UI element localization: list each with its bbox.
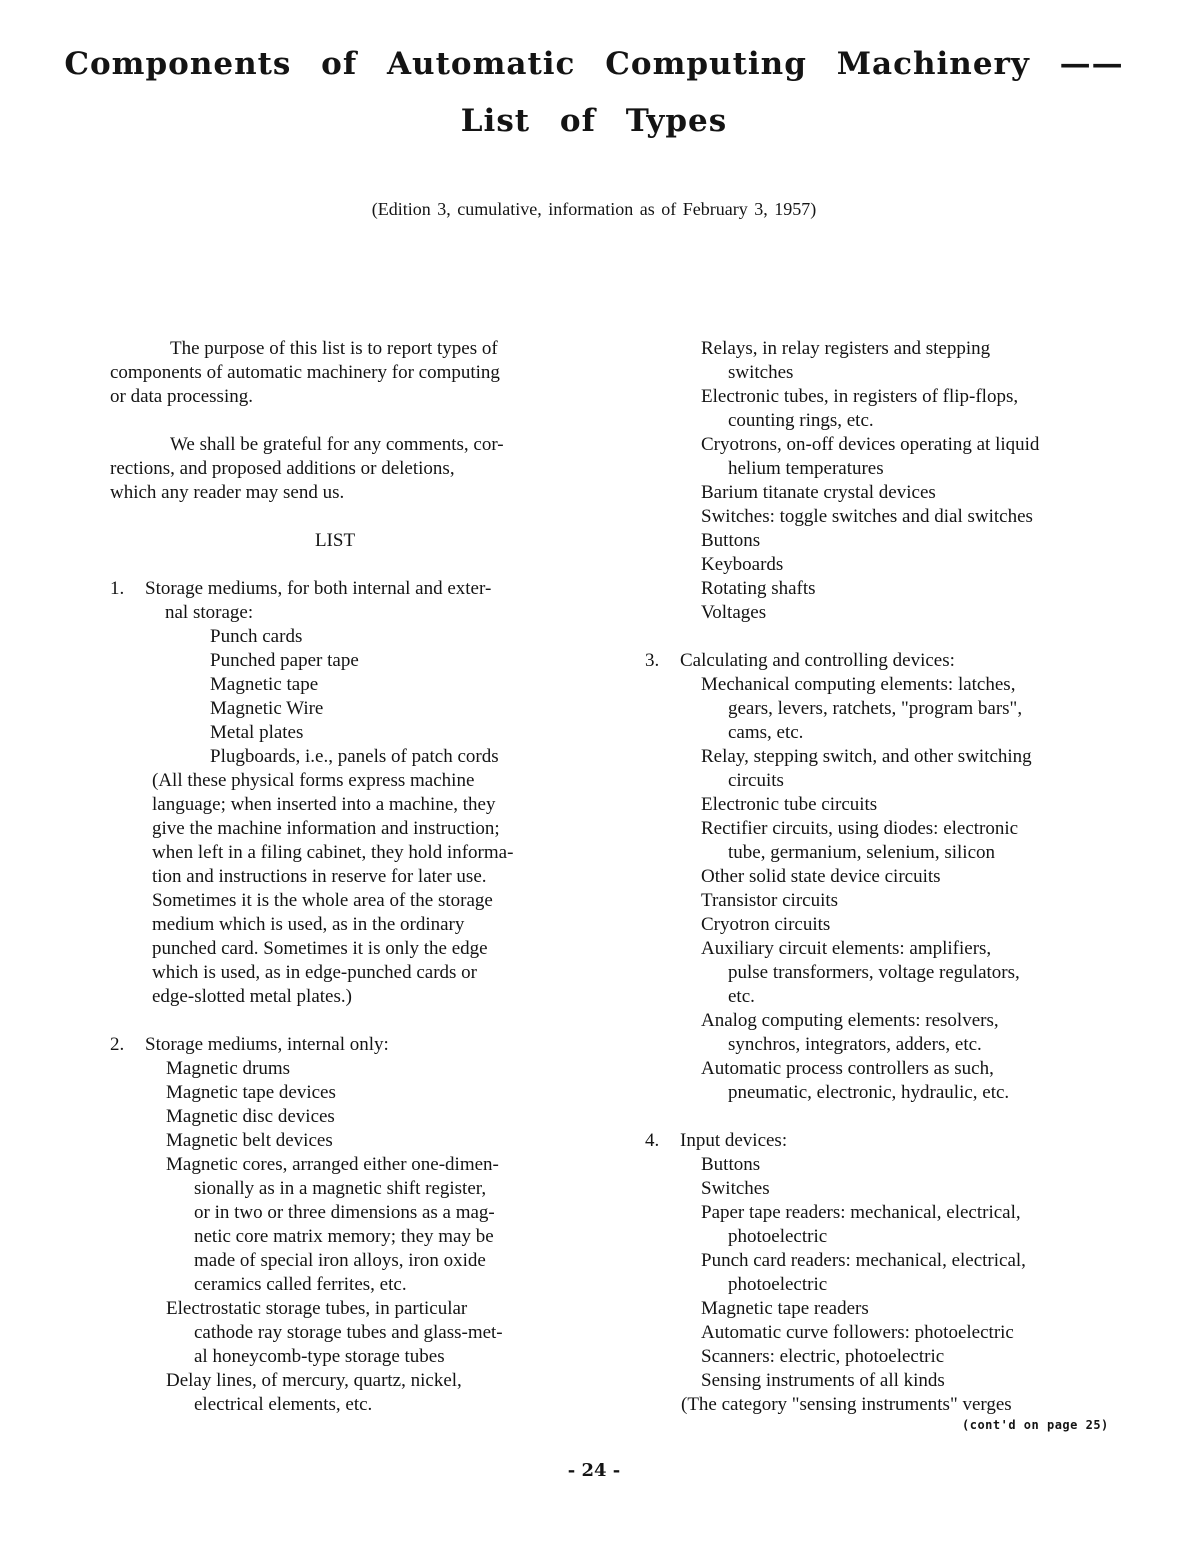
- section-3: [645, 649, 1150, 1105]
- section-heading: Storage mediums, for both internal and exter-: [145, 578, 492, 599]
- list-item-tubes: [110, 1297, 605, 1369]
- list-item: Automatic process controllers as such,: [701, 1058, 994, 1079]
- text-line: switches: [728, 362, 794, 383]
- list-item: Magnetic belt devices: [166, 1130, 333, 1151]
- text-line: components of automatic machinery for computing: [110, 362, 500, 383]
- list-item: Other solid state device circuits: [701, 866, 941, 887]
- left-column: [110, 337, 605, 1417]
- section-1-note: [110, 769, 605, 1009]
- text-line: Electrostatic storage tubes, in particular: [166, 1298, 468, 1319]
- text-line: pulse transformers, voltage regulators,: [728, 962, 1020, 983]
- section-1: [110, 577, 605, 1009]
- list-item: Buttons: [701, 1154, 761, 1175]
- continued-note: (cont'd on page 25): [962, 1418, 1109, 1432]
- list-item: Punch cards: [210, 626, 303, 647]
- right-column: [645, 337, 1150, 1417]
- text-line: counting rings, etc.: [728, 410, 874, 431]
- text-line: ceramics called ferrites, etc.: [194, 1274, 407, 1295]
- text-line: medium which is used, as in the ordinary: [152, 914, 465, 935]
- text-line: Delay lines, of mercury, quartz, nickel,: [166, 1370, 462, 1391]
- text-line: Magnetic cores, arranged either one-dimen-: [166, 1154, 499, 1175]
- text-line: netic core matrix memory; they may be: [194, 1226, 494, 1247]
- list-item: Auxiliary circuit elements: amplifiers,: [701, 938, 992, 959]
- text-line: pneumatic, electronic, hydraulic, etc.: [728, 1082, 1010, 1103]
- section-number: 1.: [110, 578, 125, 599]
- section-heading: Calculating and controlling devices:: [680, 650, 955, 671]
- page-number: - 24 -: [567, 1460, 621, 1481]
- text-line: language; when inserted into a machine, they: [152, 794, 496, 815]
- text-line: The purpose of this list is to report types of: [170, 338, 498, 359]
- list-item: Cryotron circuits: [701, 914, 831, 935]
- list-item: Magnetic tape: [210, 674, 319, 695]
- list-item: Switches: [701, 1178, 770, 1199]
- text-line: electrical elements, etc.: [194, 1394, 373, 1415]
- text-line: or data processing.: [110, 386, 253, 407]
- list-item: Electronic tube circuits: [701, 794, 878, 815]
- text-line: gears, levers, ratchets, "program bars",: [728, 698, 1023, 719]
- list-item: Cryotrons, on-off devices operating at liquid: [701, 434, 1040, 455]
- list-item: Magnetic Wire: [210, 698, 324, 719]
- text-line: Sometimes it is the whole area of the storage: [152, 890, 493, 911]
- list-item: Transistor circuits: [701, 890, 839, 911]
- list-item: Relays, in relay registers and stepping: [701, 338, 991, 359]
- text-line: etc.: [728, 986, 755, 1007]
- list-item-cores: [110, 1153, 605, 1297]
- list-item: Magnetic disc devices: [166, 1106, 335, 1127]
- section-4: [645, 1129, 1150, 1417]
- list-item: Punched paper tape: [210, 650, 359, 671]
- list-item: Keyboards: [701, 554, 784, 575]
- text-line: give the machine information and instruction;: [152, 818, 500, 839]
- list-item: Rectifier circuits, using diodes: electronic: [701, 818, 1019, 839]
- list-item: Barium titanate crystal devices: [701, 482, 936, 503]
- text-line: synchros, integrators, adders, etc.: [728, 1034, 982, 1055]
- text-line: made of special iron alloys, iron oxide: [194, 1250, 486, 1271]
- list-item: Analog computing elements: resolvers,: [701, 1010, 999, 1031]
- text-line: cams, etc.: [728, 722, 804, 743]
- text-line: which is used, as in edge-punched cards or: [152, 962, 478, 983]
- request-paragraph: [110, 433, 605, 505]
- text-line: which any reader may send us.: [110, 482, 345, 503]
- list-item: Scanners: electric, photoelectric: [701, 1346, 945, 1367]
- section-heading: Storage mediums, internal only:: [145, 1034, 389, 1055]
- section-heading-cont: nal storage:: [165, 602, 254, 623]
- section-2-continued: [645, 337, 1150, 625]
- text-line: We shall be grateful for any comments, cor-: [170, 434, 504, 455]
- text-line: rections, and proposed additions or deletions,: [110, 458, 455, 479]
- page-subtitle: List of Types: [460, 103, 728, 139]
- list-item-delay-lines: [110, 1369, 605, 1417]
- section-heading: Input devices:: [680, 1130, 788, 1151]
- list-item: Electronic tubes, in registers of flip-flops,: [701, 386, 1019, 407]
- list-item: Buttons: [701, 530, 761, 551]
- list-item: Mechanical computing elements: latches,: [701, 674, 1016, 695]
- text-line: edge-slotted metal plates.): [152, 986, 352, 1007]
- text-line: or in two or three dimensions as a mag-: [194, 1202, 495, 1223]
- text-line: when left in a filing cabinet, they hold informa-: [152, 842, 514, 863]
- list-item: Plugboards, i.e., panels of patch cords: [210, 746, 499, 767]
- list-item: Magnetic tape devices: [166, 1082, 336, 1103]
- list-item: Metal plates: [210, 722, 304, 743]
- text-line: photoelectric: [728, 1226, 828, 1247]
- section-2: [110, 1033, 605, 1417]
- section-number: 3.: [645, 650, 660, 671]
- intro-paragraph: [110, 337, 605, 409]
- text-line: photoelectric: [728, 1274, 828, 1295]
- text-line: circuits: [728, 770, 784, 791]
- list-item: Switches: toggle switches and dial switches: [701, 506, 1033, 527]
- list-item: Punch card readers: mechanical, electrical,: [701, 1250, 1026, 1271]
- list-item: Rotating shafts: [701, 578, 816, 599]
- text-line: tube, germanium, selenium, silicon: [728, 842, 996, 863]
- section-number: 2.: [110, 1034, 125, 1055]
- text-line: sionally as in a magnetic shift register,: [194, 1178, 487, 1199]
- text-line: tion and instructions in reserve for later use.: [152, 866, 487, 887]
- section-number: 4.: [645, 1130, 660, 1151]
- text-line: (All these physical forms express machine: [152, 770, 475, 791]
- text-line: punched card. Sometimes it is only the edge: [152, 938, 488, 959]
- list-item: Paper tape readers: mechanical, electrical,: [701, 1202, 1021, 1223]
- text-line: al honeycomb-type storage tubes: [194, 1346, 445, 1367]
- text-line: helium temperatures: [728, 458, 884, 479]
- list-heading: LIST: [314, 530, 356, 551]
- list-item: Automatic curve followers: photoelectric: [701, 1322, 1014, 1343]
- edition-note: (Edition 3, cumulative, information as of February 3, 1957): [371, 199, 817, 219]
- list-item: Relay, stepping switch, and other switching: [701, 746, 1032, 767]
- list-item: Voltages: [701, 602, 767, 623]
- page-title: Components of Automatic Computing Machinery ——: [64, 46, 1124, 82]
- list-item: Magnetic tape readers: [701, 1298, 869, 1319]
- list-item: Sensing instruments of all kinds: [701, 1370, 945, 1391]
- text-line: cathode ray storage tubes and glass-met-: [194, 1322, 503, 1343]
- section-4-note: (The category "sensing instruments" verges: [681, 1394, 1012, 1415]
- list-item: Magnetic drums: [166, 1058, 291, 1079]
